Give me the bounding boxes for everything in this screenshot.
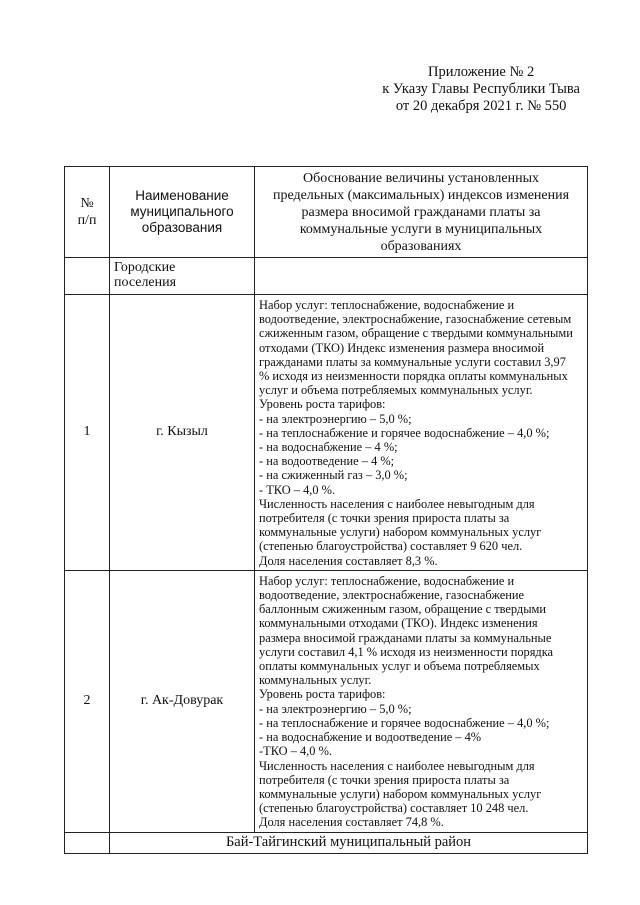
table-row-district xyxy=(65,832,588,853)
district-title: Бай-Тайгинский муниципальный район xyxy=(110,832,588,853)
section-desc-empty xyxy=(255,258,588,295)
row-number: 2 xyxy=(65,570,110,832)
appendix-number: Приложение № 2 xyxy=(428,64,535,80)
header-description: Обоснование величины установленных предельных (максимальных) индексов изменения размера вносимой гражданами платы за коммунальные услуги в муниципальных образованиях xyxy=(255,167,588,258)
municipality-name: г. Кызыл xyxy=(110,295,255,571)
tariff-index-table xyxy=(64,166,588,854)
row-description: Набор услуг: теплоснабжение, водоснабжение и водоотведение, электроснабжение, газоснабжение сетевым сжиженным газом, обращение с твердыми коммунальными отходами (ТКО) Индекс изменения размера вносимой гражданами платы за коммунальные услуги составил 3,97 % исходя из неизменности порядка оплаты коммунальных услуг и объема потребляемых коммунальных услуг. Уровень роста тарифов: - на электроэнергию – 5,0 %; - на теплоснабжение и горячее водоснабжение – 4,0 %; - на водоснабжение – 4 %; - на водоотведение – 4 %; - на сжиженный газ – 3,0 %; - ТКО – 4,0 %. Численность населения с наиболее невыгодным для потребителя (с точки зрения прироста платы за коммунальные услуги) набором коммунальных услуг (степенью благоустройства) составляет 9 620 чел. Доля населения составляет 8,3 %. xyxy=(255,295,588,571)
municipality-name: г. Ак-Довурак xyxy=(110,570,255,832)
table-row xyxy=(65,295,588,571)
section-num-empty xyxy=(65,258,110,295)
table-header-row xyxy=(65,167,588,258)
row-number: 1 xyxy=(65,295,110,571)
section-row-urban xyxy=(65,258,588,295)
appendix-decree-date: от 20 декабря 2021 г. № 550 xyxy=(395,98,567,114)
section-label-urban: Городские поселения xyxy=(110,258,255,295)
appendix-header xyxy=(382,64,580,115)
header-num: № п/п xyxy=(65,167,110,258)
row-description: Набор услуг: теплоснабжение, водоснабжение и водоотведение, электроснабжение, газоснабжение баллонным сжиженным газом, обращение с твердыми коммунальными отходами (ТКО). Индекс изменения размера вносимой гражданами платы за коммунальные услуги составил 4,1 % исходя из неизменности порядка оплаты коммунальных услуг и объема потребляемых коммунальных услуг. Уровень роста тарифов: - на электроэнергию – 5,0 %; - на теплоснабжение и горячее водоснабжение – 4,0 %; - на водоснабжение и водоотведение – 4% -ТКО – 4,0 %. Численность населения с наиболее невыгодным для потребителя (с точки зрения прироста платы за коммунальные услуги) набором коммунальных услуг (степенью благоустройства) составляет 10 248 чел. Доля населения составляет 74,8 %. xyxy=(255,570,588,832)
appendix-decree-ref: к Указу Главы Республики Тыва xyxy=(382,81,580,97)
table-row xyxy=(65,570,588,832)
header-name: Наименование муниципального образования xyxy=(110,167,255,258)
district-num-empty xyxy=(65,832,110,853)
